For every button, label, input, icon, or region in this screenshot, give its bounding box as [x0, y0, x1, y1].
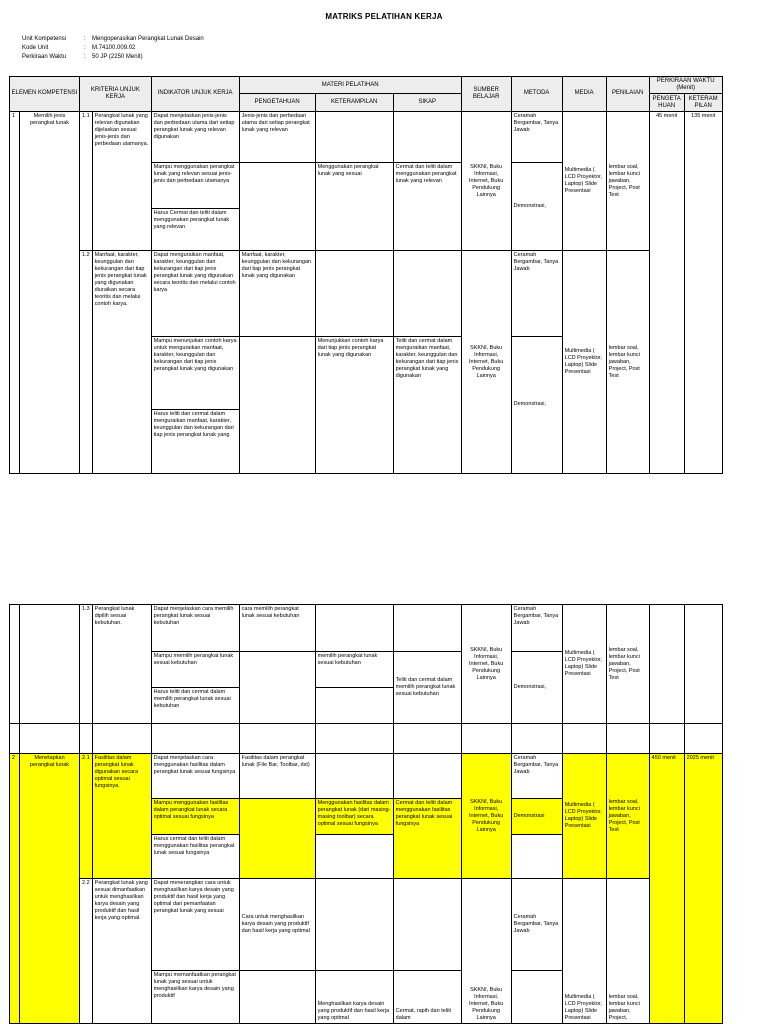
keterampilan-cell: [315, 878, 393, 970]
sikap-cell: Cermat dan teliti dalam menggunakan perangkat lunak yang relevan: [393, 163, 461, 251]
header-elemen: ELEMEN KOMPETENSI: [10, 77, 80, 112]
keterampilan-cell: Menunjukkan contoh karya dari tiap jenis perangkat lunak yang digunakan: [315, 336, 393, 474]
meta-key: Unit Kompetensi: [22, 36, 67, 42]
kuk-number: 1.3: [80, 605, 93, 724]
pengetahuan-cell: [239, 163, 315, 251]
keterampilan-cell: [315, 251, 393, 336]
keterampilan-cell: [315, 605, 393, 652]
elemen-number: 2: [10, 754, 20, 1024]
sikap-cell: [393, 605, 461, 652]
sikap-cell: Cermat dan teliti dalam menggunakan fasilitas perangkat lunak sesuai fungsinya: [393, 798, 461, 878]
pengetahuan-cell: Manfaat, karakter, keunggulan dan kekurangan dari tiap jenis perangkat lunak yang digunakan: [239, 251, 315, 336]
penilaian-cell: lembar soal, lembar kunci jawaban, Project, Post Test: [606, 754, 649, 879]
header-pengetahuan: PENGETAHUAN: [239, 94, 315, 111]
indikator-cell: Dapat menjelaskan cara memilih perangkat lunak sesuai kebutuhan: [151, 605, 239, 652]
header-keterampilan-waktu: KETERAM PILAN: [684, 94, 722, 111]
media-cell: Multimedia ( LCD Proyektor, Laptop) Slide Presentasi: [562, 251, 606, 474]
sikap-cell: [393, 251, 461, 336]
header-keterampilan: KETERAMPILAN: [315, 94, 393, 111]
kuk-number: 1.1: [80, 111, 93, 250]
pengetahuan-cell: Fasilitas dalam perangkat lunak (File Bar, Toolbar, dst): [239, 754, 315, 799]
meta-value: Mengoperasikan Perangkat Lunak Desain: [92, 36, 204, 42]
metoda-cell: Ceramah Bergambar, Tanya Jawab: [511, 754, 562, 799]
keterampilan-cell: [315, 111, 393, 162]
pengetahuan-cell: [239, 798, 315, 878]
kuk-number: 2.2: [80, 878, 93, 1023]
sikap-cell: Teliti dan cermat dalam memilih perangkat lunak sesuai kebutuhan: [393, 651, 461, 723]
header-materi: MATERI PELATIHAN: [239, 77, 461, 94]
page-title: MATRIKS PELATIHAN KERJA: [325, 12, 443, 21]
indikator-cell: Mampu menggunakan perangkat lunak yang relevan sesuai jenis-jenis dan perbedaan utamanya: [151, 163, 239, 209]
meta-key: Perkiraan Waktu: [22, 54, 67, 60]
elemen-name: Memilih jenis perangkat lunak: [20, 111, 80, 473]
header-kuk: KRITERIA UNJUK KERJA: [80, 77, 152, 112]
meta-value: 50 JP (2250 Menit): [92, 54, 143, 60]
media-cell: Multimedia ( LCD Proyektor, Laptop) Slide Presentasi: [562, 605, 606, 724]
unit-meta: [22, 35, 204, 62]
header-media: MEDIA: [562, 77, 606, 112]
header-pengetahuan-waktu: PENGETA HUAN: [649, 94, 684, 111]
metoda-cell: Demonstrasi,: [511, 651, 562, 723]
meta-key: Kode Unit: [22, 45, 49, 51]
header-iuk: INDIKATOR UNJUK KERJA: [151, 77, 239, 112]
waktu-keterampilan: 135 menit: [684, 111, 722, 473]
keterampilan-cell: memilih perangkat lunak sesuai kebutuhan: [315, 651, 393, 687]
metoda-cell: Ceramah Bergambar, Tanya Jawab: [511, 605, 562, 652]
indikator-cell: Dapat menerangkan cara untuk menghasilkan karya desain yang produktif dan hasil kerja yang optimal dari pemanfaatan perangkat lunak yang sesuai: [151, 878, 239, 970]
kuk-number: 1.2: [80, 251, 93, 474]
kuk-text: Perangkat lunak dipilih sesuai kebutuhan.: [92, 605, 151, 724]
waktu-pengetahuan: [649, 605, 684, 724]
penilaian-cell: lembar soal, lembar kunci jawaban, Project,: [606, 878, 649, 1023]
pengetahuan-cell: [239, 336, 315, 474]
waktu-pengetahuan: 450 menit: [649, 754, 684, 1024]
indikator-cell: Mampu menggunakan fasilitas dalam perangkat lunak secara optimal sesuai fungsinya: [151, 798, 239, 834]
metoda-cell: Demonstrasi,: [511, 163, 562, 251]
sikap-cell: [393, 878, 461, 970]
sumber-cell: SKKNI, Buku Informasi, Internet, Buku Pendukung Lainnya: [461, 111, 511, 250]
kuk-number: 2.1: [80, 754, 93, 879]
header-waktu: PERKIRAAN WAKTU (Menit): [649, 77, 722, 94]
keterampilan-cell: [315, 754, 393, 799]
media-cell: Multimedia ( LCD Proyektor, Laptop) Slide Presentasi: [562, 878, 606, 1023]
pengetahuan-cell: [239, 651, 315, 723]
meta-perkiraan-waktu: Perkiraan Waktu : 50 JP (2250 Menit): [22, 54, 143, 60]
elemen-continued: [20, 605, 80, 724]
kuk-text: Perangkat lunak yang sesuai dimanfaatkan untuk menghasilkan karya desain yang produktif dan hasil kerja yang optimal.: [92, 878, 151, 1023]
indikator-cell: Harus teliti dan cermat dalam memilih perangkat lunak sesuai kebutuhan: [151, 688, 239, 724]
waktu-pengetahuan: 45 menit: [649, 111, 684, 473]
sikap-cell: [393, 754, 461, 799]
indikator-cell: Harus cermat dan teliti dalam menggunakan fasilitas perangkat lunak sesuai fungsinya: [151, 835, 239, 879]
elemen-number: 1: [10, 111, 20, 473]
sikap-cell: Cermat, rapih dan teliti dalam: [393, 970, 461, 1023]
keterampilan-cell: [315, 688, 393, 724]
pengetahuan-cell: [239, 970, 315, 1023]
sumber-cell: SKKNI, Buku Informasi, Internet, Buku Pendukung Lainnya: [461, 251, 511, 474]
header-penilaian: PENILAIAN: [606, 77, 649, 112]
indikator-cell: Dapat menjelaskan jenis-jenis dan perbedaan utama dari setiap perangkat lunak yang relevan digunakan: [151, 111, 239, 162]
matrix-table-page-1: [9, 76, 723, 474]
metoda-cell: [511, 970, 562, 1023]
waktu-keterampilan: [684, 605, 722, 724]
meta-value: M.74100.009.02: [92, 45, 136, 51]
indikator-cell: Harus Cermat dan teliti dalam menggunakan perangkat lunak yang relevan: [151, 209, 239, 251]
header-sikap: SIKAP: [393, 94, 461, 111]
kuk-text: Perangkat lunak yang relevan digunakan dijelaskan sesuai jenis-jenis dan perbedaan utamanya.: [92, 111, 151, 250]
pengetahuan-cell: Jenis-jenis dan perbedaan utama dari setiap perangkat lunak yang relevan: [239, 111, 315, 162]
indikator-cell: Mampu memanfaatkan perangkat lunak yang sesuai untuk menghasilkan karya desain yang produktif: [151, 970, 239, 1023]
indikator-cell: Mampu menunjukan contoh karya untuk menguraikan manfaat, karakter, keunggulan dan kekurangan dari tiap jenis perangkat lunak yang digunakan: [151, 336, 239, 410]
indikator-cell: Harus teliti dan cermat dalam menguraikan manfaat, karakter, keunggulan dan kekurangan dari tiap jenis perangkat lunak yang: [151, 410, 239, 474]
keterampilan-cell: [315, 835, 393, 879]
sumber-cell: SKKNI, Buku Informasi, Internet, Buku Pendukung Lainnya: [461, 878, 511, 1023]
header-sumber: SUMBER BELAJAR: [461, 77, 511, 112]
metoda-cell: Demonstrasi,: [511, 336, 562, 474]
keterampilan-cell: Menggunakan perangkat lunak yang sesuai: [315, 163, 393, 251]
keterampilan-cell: Menggunakan fasilitas dalam perangkat lunak (dari masing-masing toolbar) secara optimal sesuai fungsinya: [315, 798, 393, 834]
metoda-cell: [511, 835, 562, 879]
indikator-cell: Mampu memilih perangkat lunak sesuai kebutuhan: [151, 651, 239, 687]
sikap-cell: Teliti dan cermat dalam menguraikan manfaat, karakter, keunggulan dan kekurangan dari tiap jenis perangkat lunak yang digunakan: [393, 336, 461, 474]
matrix-table-page-2: [9, 604, 723, 1024]
kuk-text: Manfaat, karakter, keunggulan dan kekurangan dari tiap jenis perangkat lunak yang digunakan diuraikan secara teoritis dan melalui contoh karya.: [92, 251, 151, 474]
pengetahuan-cell: Cara untuk menghasilkan karya desain yang produktif dan hasil kerja yang optimal: [239, 878, 315, 970]
sumber-cell: SKKNI, Buku Informasi, Internet, Buku Pendukung Lainnya: [461, 754, 511, 879]
penilaian-cell: lembar soal, lembar kunci jawaban, Project, Post Test: [606, 111, 649, 250]
metoda-cell: Demonstrasi: [511, 798, 562, 834]
header-metoda: METODA: [511, 77, 562, 112]
metoda-cell: Ceramah Bergambar, Tanya Jawab: [511, 111, 562, 162]
indikator-cell: Dapat menjelaskan cara menggunakan fasilitas dalam perangkat lunak sesuai fungsinya: [151, 754, 239, 799]
metoda-cell: Ceramah Bergambar, Tanya Jawab: [511, 251, 562, 336]
media-cell: Multimedia ( LCD Proyektor, Laptop) Slide Presentasi: [562, 754, 606, 879]
metoda-cell: Ceramah Bergambar, Tanya Jawab: [511, 878, 562, 970]
sumber-cell: SKKNI, Buku Informasi, Internet, Buku Pendukung Lainnya: [461, 605, 511, 724]
pengetahuan-cell: cara memilih perangkat lunak sesuai kebutuhan: [239, 605, 315, 652]
keterampilan-cell: Menghasilkan karya desain yang produktif dan hasil kerja yang optimal: [315, 970, 393, 1023]
kuk-text: Fasilitas dalam perangkat lunak digunakan secara optimal sesuai fungsinya.: [92, 754, 151, 879]
sikap-cell: [393, 111, 461, 162]
indikator-cell: Dapat menguraikan manfaat, karakter, keunggulan dan kekurangan dari tiap jenis perangkat lunak yang digunakan secara teoritis dan melalui contoh karya: [151, 251, 239, 336]
waktu-keterampilan: 2025 menit: [684, 754, 722, 1024]
page-break: [0, 474, 768, 604]
meta-kode-unit: Kode Unit : M.74100.009.02: [22, 45, 136, 51]
elemen-name: Menetapkan perangkat lunak: [20, 754, 80, 1024]
media-cell: Multimedia ( LCD Proyektor, Laptop) Slide Presentasi: [562, 111, 606, 250]
penilaian-cell: lembar soal, lembar kunci jawaban, Project, Post Test: [606, 605, 649, 724]
meta-unit-kompetensi: Unit Kompetensi : Mengoperasikan Perangkat Lunak Desain: [22, 36, 204, 42]
elemen-continued: [10, 605, 20, 724]
penilaian-cell: lembar soal, lembar kunci jawaban, Project, Post Test: [606, 251, 649, 474]
